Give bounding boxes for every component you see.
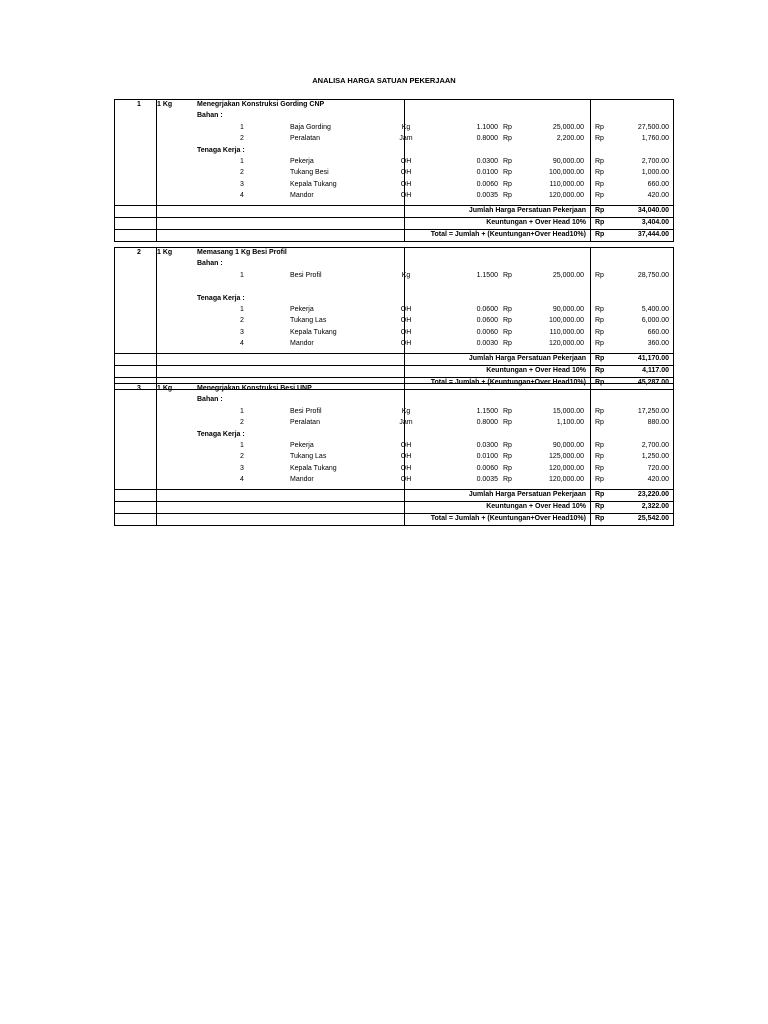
column-divider	[404, 100, 405, 205]
line-name: Peralatan	[290, 135, 320, 143]
line-coefficient: 0.0100	[476, 453, 498, 461]
line-currency: Rp	[503, 192, 512, 200]
line-total: 880.00	[647, 419, 669, 427]
overhead-row	[115, 502, 673, 514]
line-currency: Rp	[503, 169, 512, 177]
line-currency: Rp	[595, 340, 604, 348]
summary-value: 34,040.00	[637, 207, 669, 215]
line-name: Kepala Tukang	[290, 464, 337, 472]
column-divider	[156, 206, 157, 217]
line-currency: Rp	[503, 453, 512, 461]
item-unit: 1 Kg	[157, 101, 173, 108]
column-divider	[156, 354, 157, 365]
line-unit-price: 90,000.00	[552, 306, 584, 313]
column-divider	[590, 490, 591, 501]
line-name: Tukang Las	[290, 453, 327, 461]
column-divider	[404, 384, 405, 489]
line-currency: Rp	[503, 306, 512, 313]
line-total: 1,250.00	[641, 453, 669, 461]
column-divider	[156, 230, 157, 241]
line-total: 360.00	[647, 340, 669, 348]
bahan-label: Bahan :	[197, 396, 223, 404]
column-divider	[156, 502, 157, 513]
line-name: Mandor	[290, 476, 314, 484]
line-unit-price: 100,000.00	[548, 317, 584, 325]
column-divider	[156, 248, 157, 353]
line-no: 2	[240, 419, 244, 427]
summary-label: Jumlah Harga Persatuan Pekerjaan	[468, 355, 586, 363]
line-currency: Rp	[503, 135, 512, 143]
summary-currency: Rp	[595, 515, 605, 523]
line-name: Mandor	[290, 192, 314, 200]
column-divider	[404, 248, 405, 353]
line-name: Tukang Las	[290, 317, 327, 325]
line-no: 1	[240, 407, 244, 415]
summary-label: Total = Jumlah + (Keuntungan+Over Head10%)	[430, 379, 586, 387]
line-currency: Rp	[595, 306, 604, 313]
line-name: Pekerja	[290, 442, 314, 449]
column-divider	[404, 230, 405, 241]
summary-currency: Rp	[595, 207, 605, 215]
line-unit: Kg	[401, 407, 411, 415]
line-name: Peralatan	[290, 419, 320, 427]
line-coefficient: 0.0060	[476, 180, 498, 188]
line-coefficient: 0.0300	[476, 158, 498, 165]
line-total: 660.00	[647, 328, 669, 336]
summary-currency: Rp	[595, 491, 605, 499]
column-divider	[590, 248, 591, 353]
line-coefficient: 0.0060	[476, 464, 498, 472]
line-unit-price: 120,000.00	[548, 192, 584, 200]
line-no: 3	[240, 328, 244, 336]
line-unit: Jam	[399, 135, 413, 143]
line-coefficient: 1.1000	[476, 123, 498, 131]
summary-label: Jumlah Harga Persatuan Pekerjaan	[468, 207, 586, 215]
line-unit-price: 1,100.00	[556, 419, 584, 427]
column-divider	[156, 100, 157, 205]
overhead-row	[115, 218, 673, 230]
item-description: Menegrjakan Konstruksi Gording CNP	[197, 101, 325, 108]
line-total: 420.00	[647, 476, 669, 484]
line-no: 2	[240, 453, 244, 461]
line-coefficient: 0.0300	[476, 442, 498, 449]
line-unit-price: 120,000.00	[548, 340, 584, 348]
line-unit-price: 100,000.00	[548, 169, 584, 177]
line-unit: Kg	[401, 123, 411, 131]
line-currency: Rp	[595, 476, 604, 484]
line-coefficient: 0.0035	[476, 476, 498, 484]
line-no: 1	[240, 442, 244, 449]
summary-label: Keuntungan + Over Head 10%	[486, 503, 586, 511]
column-divider	[590, 218, 591, 229]
line-total: 27,500.00	[637, 123, 669, 131]
line-total: 720.00	[647, 464, 669, 472]
line-no: 4	[240, 476, 244, 484]
line-currency: Rp	[595, 169, 604, 177]
line-currency: Rp	[595, 135, 604, 143]
line-currency: Rp	[503, 419, 512, 427]
line-currency: Rp	[595, 158, 604, 165]
line-currency: Rp	[503, 328, 512, 336]
line-no: 2	[240, 317, 244, 325]
overhead-row	[115, 366, 673, 378]
line-currency: Rp	[503, 340, 512, 348]
summary-label: Keuntungan + Over Head 10%	[486, 219, 586, 227]
line-no: 2	[240, 135, 244, 143]
analysis-block	[114, 99, 674, 242]
line-name: Besi Profil	[290, 407, 322, 415]
column-divider	[590, 384, 591, 489]
line-currency: Rp	[595, 192, 604, 200]
line-unit-price: 110,000.00	[549, 328, 584, 336]
line-currency: Rp	[595, 123, 604, 131]
line-currency: Rp	[595, 407, 604, 415]
line-no: 1	[240, 158, 244, 165]
column-divider	[590, 100, 591, 205]
tenaga-kerja-label: Tenaga Kerja :	[197, 430, 245, 438]
column-divider	[404, 218, 405, 229]
line-currency: Rp	[503, 476, 512, 484]
analysis-items: 2 1 Kg Memasang 1 Kg Besi Profil Bahan : 1 Besi Profil Kg 1.1500 Rp 25,000.00 Rp 28,750.00 Tenaga Kerja : 1 Pekerja OH 0.0600 Rp 90,000.00 Rp 5,400.00 2 Tukang Las OH 0.0600 Rp 100,000.00 Rp 6,000.00 3 Kepala Tukang OH 0.0060 Rp 110,000.00 Rp 660.00 4 Mandor OH 0.0030 Rp 120,000.00 Rp 360.00	[115, 248, 673, 354]
summary-label: Jumlah Harga Persatuan Pekerjaan	[468, 491, 586, 499]
summary-currency: Rp	[595, 367, 605, 375]
bahan-label: Bahan :	[197, 112, 223, 120]
summary-label: Total = Jumlah + (Keuntungan+Over Head10%)	[430, 231, 586, 239]
tenaga-kerja-label: Tenaga Kerja :	[197, 294, 245, 302]
line-no: 4	[240, 340, 244, 348]
summary-currency: Rp	[595, 503, 605, 511]
analysis-block	[114, 383, 674, 526]
line-currency: Rp	[595, 328, 604, 336]
line-currency: Rp	[503, 464, 512, 472]
tenaga-kerja-label: Tenaga Kerja :	[197, 146, 245, 154]
line-total: 1,760.00	[641, 135, 669, 143]
subtotal-row	[115, 490, 673, 502]
analysis-items: 3 1 Kg Menegrjakan Konstruksi Besi UNP Bahan : 1 Besi Profil Kg 1.1500 Rp 15,000.00 Rp 17,250.00 2 Peralatan Jam 0.8000 Rp 1,100.00 Rp 880.00 Tenaga Kerja : 1 Pekerja OH 0.0300 Rp 90,000.00 Rp 2,700.00 2 Tukang Las OH 0.0100 Rp 125,000.00 Rp 1,250.00 3 Kepala Tukang OH 0.0060 Rp 120,000.00 Rp 720.00 4 Mandor OH 0.0035 Rp 120,000.00 Rp 420.00	[115, 384, 673, 490]
line-coefficient: 0.0035	[476, 192, 498, 200]
column-divider	[156, 218, 157, 229]
line-coefficient: 1.1500	[476, 407, 498, 415]
line-coefficient: 0.8000	[476, 135, 498, 143]
line-name: Tukang Besi	[290, 169, 329, 177]
line-no: 1	[240, 271, 244, 279]
line-currency: Rp	[595, 442, 604, 449]
line-unit: OH	[400, 169, 412, 177]
line-unit: OH	[400, 192, 412, 200]
line-coefficient: 0.0600	[476, 306, 498, 313]
line-total: 2,700.00	[641, 442, 669, 449]
line-currency: Rp	[595, 271, 604, 279]
line-currency: Rp	[503, 123, 512, 131]
summary-value: 25,542.00	[637, 515, 669, 523]
column-divider	[404, 354, 405, 365]
line-no: 4	[240, 192, 244, 200]
item-description: Menegrjakan Konstruksi Besi UNP	[197, 385, 312, 392]
summary-value: 45,287.00	[637, 379, 669, 387]
line-currency: Rp	[503, 407, 512, 415]
line-unit: OH	[400, 442, 412, 449]
summary-value: 41,170.00	[637, 355, 669, 363]
line-total: 420.00	[647, 192, 669, 200]
line-total: 660.00	[647, 180, 669, 188]
line-coefficient: 0.0030	[476, 340, 498, 348]
line-no: 1	[240, 123, 244, 131]
page-title: ANALISA HARGA SATUAN PEKERJAAN	[312, 76, 456, 85]
line-currency: Rp	[503, 442, 512, 449]
summary-value: 37,444.00	[637, 231, 669, 239]
line-total: 5,400.00	[641, 306, 669, 313]
line-unit-price: 2,200.00	[556, 135, 584, 143]
line-unit-price: 15,000.00	[552, 407, 584, 415]
summary-label: Total = Jumlah + (Keuntungan+Over Head10%)	[430, 515, 586, 523]
line-unit: Jam	[399, 419, 413, 427]
line-total: 17,250.00	[637, 407, 669, 415]
line-currency: Rp	[595, 317, 604, 325]
line-unit: OH	[400, 476, 412, 484]
line-name: Mandor	[290, 340, 314, 348]
line-coefficient: 0.0600	[476, 317, 498, 325]
summary-label: Keuntungan + Over Head 10%	[486, 367, 586, 375]
line-total: 28,750.00	[637, 271, 669, 279]
analysis-items: 1 1 Kg Menegrjakan Konstruksi Gording CNP Bahan : 1 Baja Gording Kg 1.1000 Rp 25,000.00 Rp 27,500.00 2 Peralatan Jam 0.8000 Rp 2,200.00 Rp 1,760.00 Tenaga Kerja : 1 Pekerja OH 0.0300 Rp 90,000.00 Rp 2,700.00 2 Tukang Besi OH 0.0100 Rp 100,000.00 Rp 1,000.00 3 Kepala Tukang OH 0.0060 Rp 110,000.00 Rp 660.00 4 Mandor OH 0.0035 Rp 120,000.00 Rp 420.00	[115, 100, 673, 206]
line-name: Baja Gording	[290, 123, 331, 131]
line-currency: Rp	[595, 419, 604, 427]
line-coefficient: 1.1500	[476, 271, 498, 279]
column-divider	[156, 366, 157, 377]
column-divider	[590, 230, 591, 241]
bahan-label: Bahan :	[197, 260, 223, 268]
line-no: 1	[240, 306, 244, 313]
column-divider	[404, 502, 405, 513]
analysis-block	[114, 247, 674, 390]
line-no: 3	[240, 180, 244, 188]
line-total: 6,000.00	[641, 317, 669, 325]
line-unit: OH	[400, 453, 412, 461]
line-coefficient: 0.8000	[476, 419, 498, 427]
column-divider	[404, 490, 405, 501]
line-coefficient: 0.0060	[476, 328, 498, 336]
line-name: Kepala Tukang	[290, 180, 337, 188]
item-unit: 1 Kg	[157, 249, 173, 256]
column-divider	[156, 514, 157, 525]
line-total: 2,700.00	[641, 158, 669, 165]
line-unit: OH	[400, 180, 412, 188]
line-name: Pekerja	[290, 306, 314, 313]
line-unit-price: 25,000.00	[552, 123, 584, 131]
subtotal-row	[115, 354, 673, 366]
column-divider	[590, 502, 591, 513]
line-no: 2	[240, 169, 244, 177]
line-unit-price: 120,000.00	[548, 464, 584, 472]
total-row	[115, 514, 673, 525]
subtotal-row	[115, 206, 673, 218]
line-unit-price: 90,000.00	[552, 158, 584, 165]
line-currency: Rp	[595, 180, 604, 188]
summary-currency: Rp	[595, 231, 605, 239]
line-currency: Rp	[503, 158, 512, 165]
column-divider	[156, 490, 157, 501]
line-unit: Kg	[401, 271, 411, 279]
column-divider	[590, 206, 591, 217]
summary-value: 4,117.00	[642, 367, 669, 375]
line-unit-price: 120,000.00	[548, 476, 584, 484]
summary-value: 3,404.00	[641, 219, 669, 227]
summary-value: 2,322.00	[641, 503, 669, 511]
line-currency: Rp	[503, 180, 512, 188]
column-divider	[590, 366, 591, 377]
column-divider	[404, 514, 405, 525]
line-unit: OH	[400, 340, 412, 348]
line-currency: Rp	[503, 271, 512, 279]
column-divider	[404, 366, 405, 377]
total-row	[115, 230, 673, 241]
item-unit: 1 Kg	[157, 385, 173, 392]
line-unit: OH	[400, 464, 412, 472]
summary-currency: Rp	[595, 379, 605, 387]
summary-currency: Rp	[595, 219, 605, 227]
column-divider	[590, 514, 591, 525]
line-unit-price: 90,000.00	[552, 442, 584, 449]
line-currency: Rp	[595, 464, 604, 472]
line-name: Pekerja	[290, 158, 314, 165]
line-coefficient: 0.0100	[476, 169, 498, 177]
line-name: Besi Profil	[290, 271, 322, 279]
line-unit-price: 125,000.00	[548, 453, 584, 461]
line-currency: Rp	[595, 453, 604, 461]
summary-value: 23,220.00	[637, 491, 669, 499]
line-unit: OH	[400, 158, 412, 165]
line-name: Kepala Tukang	[290, 328, 337, 336]
line-no: 3	[240, 464, 244, 472]
line-unit: OH	[400, 306, 412, 313]
column-divider	[156, 384, 157, 489]
column-divider	[590, 354, 591, 365]
line-unit-price: 25,000.00	[552, 271, 584, 279]
line-unit-price: 110,000.00	[549, 180, 584, 188]
line-unit: OH	[400, 328, 412, 336]
column-divider	[404, 206, 405, 217]
summary-currency: Rp	[595, 355, 605, 363]
line-total: 1,000.00	[641, 169, 669, 177]
line-currency: Rp	[503, 317, 512, 325]
item-description: Memasang 1 Kg Besi Profil	[197, 249, 287, 256]
line-unit: OH	[400, 317, 412, 325]
